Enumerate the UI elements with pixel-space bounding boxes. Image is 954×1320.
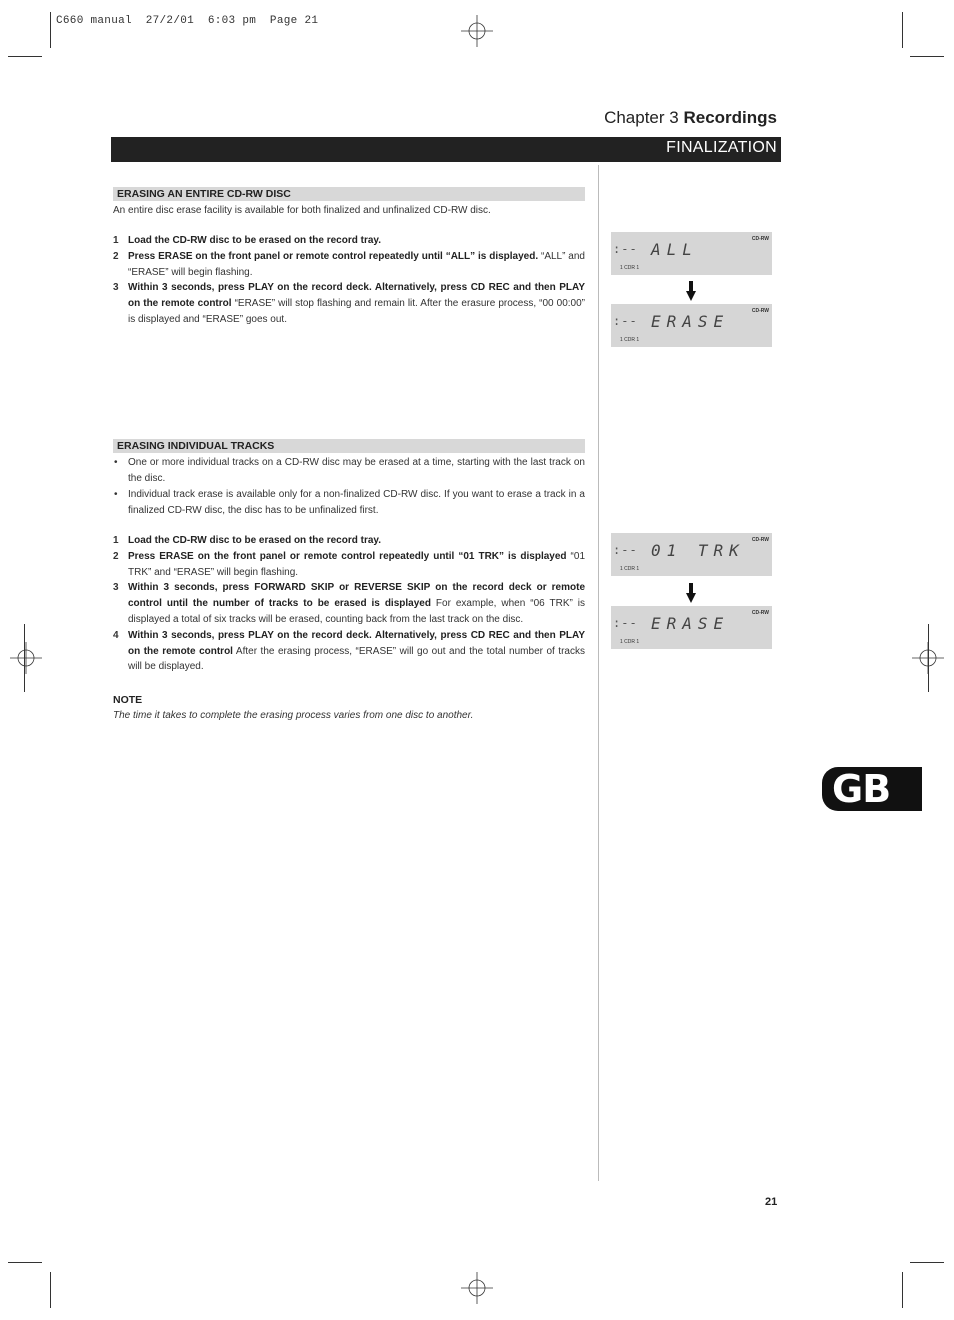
lcd-display [611, 533, 772, 576]
step-instruction: Press ERASE on the front panel or remote control repeatedly until “01 TRK” is displayed [128, 550, 567, 562]
bullet-text: Individual track erase is available only for a non-finalized CD-RW disc. If you want to erase a track in a finalized CD-RW disc, the disc has to be unfinalized first. [128, 489, 585, 516]
language-tab [822, 767, 922, 811]
chapter-heading [604, 108, 777, 128]
bullet-item [113, 455, 585, 487]
language-tab-label: GB [832, 767, 891, 811]
crop-mark [910, 1262, 944, 1263]
step-number: 4 [113, 629, 119, 641]
step-detail: “ALL” and “ERASE” will begin flashing. [128, 250, 585, 278]
lcd-text: ERASE [651, 312, 730, 331]
step-number: 2 [113, 250, 119, 262]
erase-tracks-section [113, 439, 585, 675]
crop-mark [902, 1272, 903, 1308]
step-number: 1 [113, 535, 119, 546]
step-number: 3 [113, 282, 119, 294]
lcd-disc-tag: CD-RW [751, 537, 769, 543]
print-slug: C660 manual 27/2/01 6:03 pm Page 21 [56, 15, 319, 27]
erase-all-section [113, 187, 585, 328]
step-detail: “ERASE” will stop flashing and remain lit. After the erasure process, “00 00:00” is displayed and “ERASE” goes out. [128, 298, 585, 325]
registration-mark-icon [10, 642, 42, 674]
step-item [113, 580, 585, 627]
step-item [113, 233, 585, 249]
step-detail: After the erasing process, “ERASE” will go out and the total number of tracks will be displayed. [128, 645, 585, 673]
step-instruction: Within 3 seconds, press PLAY on the record deck. Alternatively, press CD REC and then PLAY on the remote control [128, 282, 585, 310]
intro-text: An entire disc erase facility is available for both finalized and unfinalized CD-RW disc. [113, 205, 491, 216]
crop-mark [8, 1262, 42, 1263]
chapter-number: Chapter 3 [604, 108, 679, 127]
page-number: 21 [765, 1196, 778, 1208]
lcd-prefix: :-- [613, 543, 638, 557]
lcd-prefix: :-- [613, 242, 638, 256]
lcd-disc-tag: CD-RW [751, 236, 769, 242]
lcd-display [611, 606, 772, 649]
section-bar [111, 137, 781, 162]
chapter-title: Recordings [683, 108, 777, 127]
lcd-status: 1 CDR 1 [620, 265, 640, 271]
bullet-dot: • [114, 489, 118, 500]
lcd-disc-tag: CD-RW [751, 610, 769, 616]
column-divider [598, 165, 599, 1181]
step-item [113, 628, 585, 675]
crop-mark [24, 624, 25, 692]
crop-mark [910, 56, 944, 57]
step-number: 1 [113, 235, 119, 246]
step-instruction: Load the CD-RW disc to be erased on the record tray. [128, 235, 382, 246]
bullet-text: One or more individual tracks on a CD-RW disc may be erased at a time, starting with the last track on the disc. [128, 457, 585, 484]
lcd-text: 01 TRK [651, 541, 745, 560]
lcd-status: 1 CDR 1 [620, 639, 640, 645]
lcd-display [611, 232, 772, 275]
bullet-item [113, 487, 585, 519]
lcd-disc-tag: CD-RW [751, 308, 769, 314]
section-heading: ERASING INDIVIDUAL TRACKS [113, 439, 585, 453]
crop-mark [902, 12, 903, 48]
step-number: 3 [113, 582, 119, 594]
section-title: FINALIZATION [666, 139, 777, 156]
crop-mark [50, 1272, 51, 1308]
lcd-status: 1 CDR 1 [620, 566, 640, 572]
registration-mark-icon [461, 15, 493, 47]
step-detail: “01 TRK” and “ERASE” will begin flashing. [128, 550, 586, 578]
step-number: 2 [113, 550, 119, 562]
bullet-dot: • [114, 457, 118, 468]
steps-list [113, 533, 585, 675]
note-text: The time it takes to complete the erasing process varies from one disc to another. [113, 710, 474, 721]
registration-mark-icon [461, 1272, 493, 1304]
step-instruction: Within 3 seconds, press FORWARD SKIP or REVERSE SKIP on the record deck or remote control until the number of tracks to be erased is displayed [128, 582, 585, 610]
steps-list [113, 233, 585, 328]
crop-mark [8, 56, 42, 57]
step-item [113, 533, 585, 549]
lcd-prefix: :-- [613, 314, 638, 328]
lcd-display [611, 304, 772, 347]
lcd-status: 1 CDR 1 [620, 337, 640, 343]
lcd-text: ALL [651, 240, 698, 259]
step-item [113, 280, 585, 327]
step-item [113, 549, 585, 581]
lcd-text: ERASE [651, 614, 730, 633]
crop-mark [50, 12, 51, 48]
step-instruction: Load the CD-RW disc to be erased on the record tray. [128, 535, 382, 546]
section-heading: ERASING AN ENTIRE CD-RW DISC [113, 187, 585, 201]
note-heading: NOTE [113, 694, 143, 706]
step-instruction: Within 3 seconds, press PLAY on the record deck. Alternatively, press CD REC and then PLAY on the remote control [128, 629, 585, 657]
step-item [113, 249, 585, 281]
step-instruction: Press ERASE on the front panel or remote control repeatedly until “ALL” is displayed. [128, 250, 539, 262]
crop-mark [928, 624, 929, 692]
lcd-prefix: :-- [613, 616, 638, 630]
step-detail: For example, when “06 TRK” is displayed a total of six tracks will be erased, counting back from the last track on the disc. [128, 598, 585, 625]
